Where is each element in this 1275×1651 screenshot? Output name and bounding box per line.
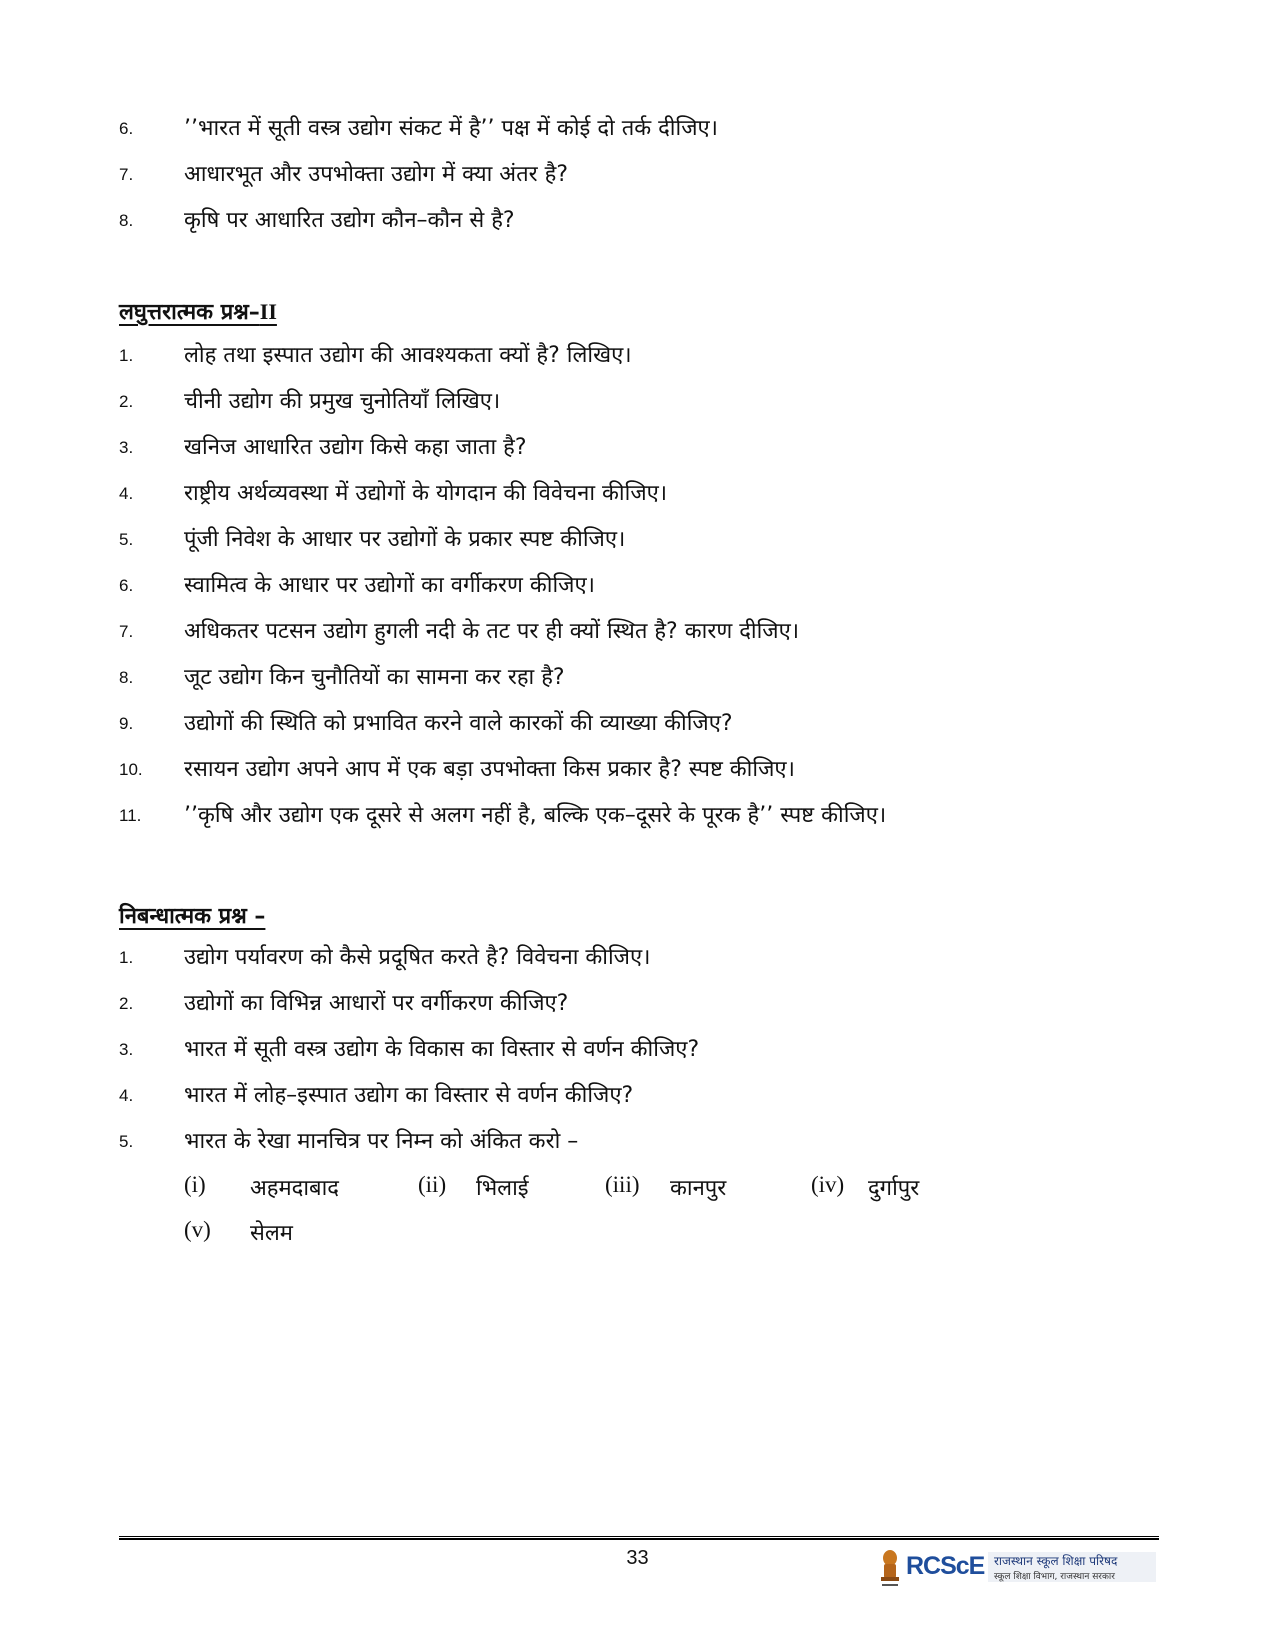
footer-divider	[119, 1536, 1159, 1540]
rcsce-logo	[878, 1548, 1158, 1590]
question-text: उद्योगों का विभिन्न आधारों पर वर्गीकरण कीजिए?	[184, 991, 569, 1016]
map-items-row	[0, 1217, 1275, 1257]
question-number: 7.	[119, 165, 134, 184]
top-question-list	[0, 108, 1275, 246]
question-number: 2.	[119, 392, 134, 411]
question-number: 5.	[119, 530, 134, 549]
map-item-name: सेलम	[250, 1221, 293, 1246]
question-text: चीनी उद्योग की प्रमुख चुनोतियाँ लिखिए।	[184, 389, 501, 414]
question-text: लोह तथा इस्पात उद्योग की आवश्यकता क्यों है? लिखिए।	[184, 343, 632, 368]
question-text: खनिज आधारित उद्योग किसे कहा जाता है?	[184, 435, 527, 460]
logo-organization-name: राजस्थान स्कूल शिक्षा परिषद	[994, 1554, 1118, 1568]
question-number: 4.	[119, 484, 134, 503]
logo-department-name: स्कूल शिक्षा विभाग, राजस्थान सरकार	[994, 1572, 1115, 1582]
section-heading-essay	[119, 900, 265, 930]
list-item	[0, 565, 1275, 611]
question-text: ’’भारत में सूती वस्त्र उद्योग संकट में है’’ पक्ष में कोई दो तर्क दीजिए।	[184, 116, 719, 141]
question-text: स्वामित्व के आधार पर उद्योगों का वर्गीकरण कीजिए।	[184, 573, 595, 598]
list-item	[0, 1029, 1275, 1075]
question-text: भारत में लोह–इस्पात उद्योग का विस्तार से वर्णन कीजिए?	[184, 1083, 634, 1108]
map-item-label: (v)	[184, 1217, 211, 1242]
map-item-label: (i)	[184, 1172, 206, 1197]
question-text: राष्ट्रीय अर्थव्यवस्था में उद्योगों के योगदान की विवेचना कीजिए।	[184, 481, 668, 506]
question-text: जूट उद्योग किन चुनौतियों का सामना कर रहा है?	[184, 665, 565, 690]
list-item	[0, 657, 1275, 703]
question-number: 3.	[119, 1040, 134, 1059]
map-item-name: दुर्गापुर	[868, 1176, 920, 1201]
question-number: 7.	[119, 622, 134, 641]
list-item	[0, 381, 1275, 427]
question-text: रसायन उद्योग अपने आप में एक बड़ा उपभोक्ता किस प्रकार है? स्पष्ट कीजिए।	[184, 757, 795, 782]
list-item	[0, 519, 1275, 565]
question-text: कृषि पर आधारित उद्योग कौन–कौन से है?	[184, 208, 515, 233]
logo-abbreviation: RCScE	[906, 1552, 985, 1580]
map-item-name: अहमदाबाद	[250, 1176, 339, 1201]
list-item	[0, 1121, 1275, 1167]
question-number: 1.	[119, 346, 134, 365]
question-text: भारत के रेखा मानचित्र पर निम्न को अंकित करो –	[184, 1129, 579, 1154]
list-item	[0, 427, 1275, 473]
list-item	[0, 983, 1275, 1029]
question-number: 6.	[119, 576, 134, 595]
question-text: पूंजी निवेश के आधार पर उद्योगों के प्रकार स्पष्ट कीजिए।	[184, 527, 626, 552]
heading-roman-numeral: II	[259, 299, 277, 324]
question-text: ’’कृषि और उद्योग एक दूसरे से अलग नहीं है, बल्कि एक–दूसरे के पूरक है’’ स्पष्ट कीजिए।	[184, 803, 887, 828]
question-text: भारत में सूती वस्त्र उद्योग के विकास का विस्तार से वर्णन कीजिए?	[184, 1037, 700, 1062]
question-text: उद्योगों की स्थिति को प्रभावित करने वाले कारकों की व्याख्या कीजिए?	[184, 711, 733, 736]
page-number: 33	[626, 1547, 649, 1569]
question-text: उद्योग पर्यावरण को कैसे प्रदूषित करते है? विवेचना कीजिए।	[184, 945, 651, 970]
map-item-label: (iv)	[811, 1172, 845, 1197]
map-items-row	[0, 1172, 1275, 1212]
list-item	[0, 335, 1275, 381]
list-item	[0, 1075, 1275, 1121]
list-item	[0, 154, 1275, 200]
question-number: 1.	[119, 948, 134, 967]
essay-question-list	[0, 937, 1275, 1167]
question-text: आधारभूत और उपभोक्ता उद्योग में क्या अंतर है?	[184, 162, 569, 187]
map-item-name: कानपुर	[670, 1176, 727, 1201]
question-number: 10.	[119, 760, 143, 779]
question-number: 9.	[119, 714, 134, 733]
list-item	[0, 611, 1275, 657]
list-item	[0, 200, 1275, 246]
question-number: 4.	[119, 1086, 134, 1105]
map-item-name: भिलाई	[476, 1176, 529, 1201]
question-number: 3.	[119, 438, 134, 457]
question-number: 6.	[119, 119, 134, 138]
list-item	[0, 795, 1275, 841]
list-item	[0, 937, 1275, 983]
short-answer-question-list	[0, 335, 1275, 841]
list-item	[0, 108, 1275, 154]
list-item	[0, 703, 1275, 749]
map-item-label: (iii)	[605, 1172, 640, 1197]
list-item	[0, 473, 1275, 519]
heading-text: लघुत्तरात्मक प्रश्न–	[119, 300, 260, 325]
question-number: 5.	[119, 1132, 134, 1151]
question-number: 8.	[119, 668, 134, 687]
question-text: अधिकतर पटसन उद्योग हुगली नदी के तट पर ही क्यों स्थित है? कारण दीजिए।	[184, 619, 800, 644]
heading-text: निबन्धात्मक प्रश्न –	[119, 904, 266, 929]
question-number: 11.	[119, 806, 142, 825]
section-heading-short-answer	[119, 296, 277, 326]
question-number: 8.	[119, 211, 134, 230]
map-item-label: (ii)	[418, 1172, 447, 1197]
list-item	[0, 749, 1275, 795]
national-emblem-icon	[878, 1548, 902, 1590]
question-number: 2.	[119, 994, 134, 1013]
